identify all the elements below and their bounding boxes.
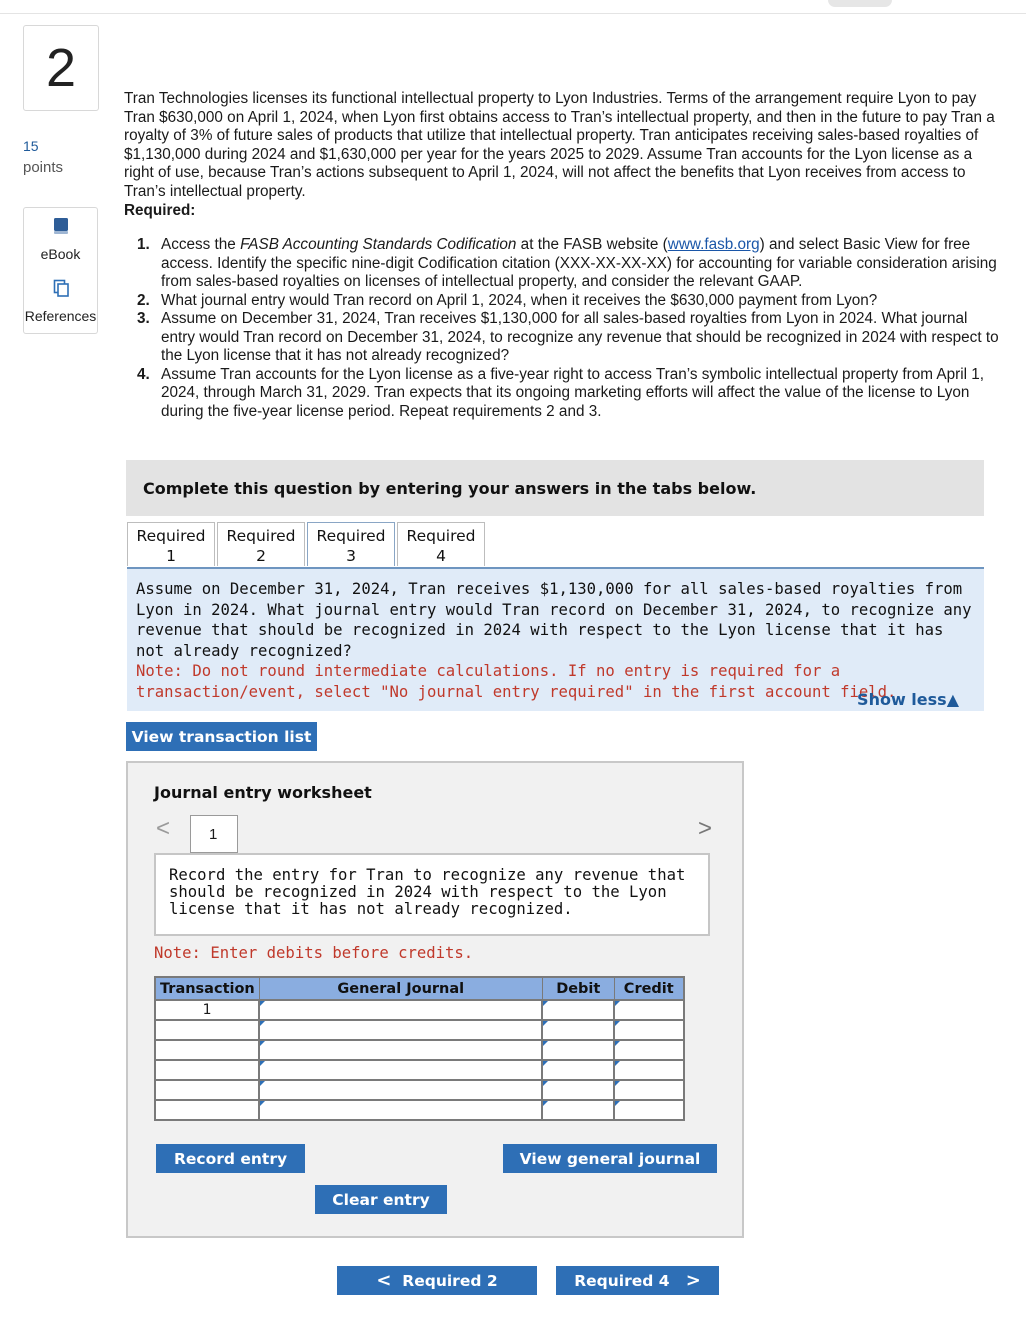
- requirement-text: Assume Tran accounts for the Lyon license as a five-year right to access Tran’s symbolic intellectual property from April 1, 2024, through March 31, 2029. Tran expects that its ongoing marketing efforts will affect the value of the license to Lyon during the five-year license period. Repeat requirements 2 and 3.: [161, 365, 984, 420]
- show-less-link[interactable]: Show less▲: [857, 689, 959, 709]
- requirement-text: Access the FASB Accounting Standards Codification at the FASB website (www.fasb.org) and select Basic View for free access. Identify the specific nine-digit Codification citation (XXX-XX-XX-XX) for accounting for variable consideration arising from sales-based royalties on licenses of intellectual property, and consider the relevant GAAP.: [161, 236, 997, 290]
- transaction-cell: [155, 1100, 259, 1120]
- journal-entry-worksheet: [126, 761, 744, 1238]
- copy-icon: [53, 279, 69, 300]
- requirement-item: [137, 310, 1003, 366]
- debit-input[interactable]: [542, 1080, 614, 1100]
- instruction-banner: Complete this question by entering your answers in the tabs below.: [126, 460, 984, 516]
- table-header-row: [155, 977, 684, 1000]
- table-row: [155, 1100, 684, 1120]
- credit-input[interactable]: [614, 1000, 684, 1020]
- requirement-text: What journal entry would Tran record on April 1, 2024, when it receives the $630,000 payment from Lyon?: [161, 291, 878, 309]
- entry-instruction: Record the entry for Tran to recognize any revenue that should be recognized in 2024 with respect to the Lyon license that it has not already recognized.: [154, 853, 710, 936]
- debit-input[interactable]: [542, 1100, 614, 1120]
- table-row: [155, 1000, 684, 1020]
- requirement-text: Assume on December 31, 2024, Tran receives $1,130,000 for all sales-based royalties from Lyon in 2024. What journal entry would Tran record on December 31, 2024, to recognize any revenue that should be recognized in 2024 with respect to the Lyon license that it has not already recognized?: [161, 310, 999, 364]
- account-select[interactable]: [259, 1060, 542, 1080]
- requirements-list: [137, 236, 1003, 421]
- required-label: Required:: [124, 202, 196, 219]
- account-select[interactable]: [259, 1000, 542, 1020]
- requirement-item: [137, 236, 1003, 292]
- next-requirement-button[interactable]: [556, 1266, 719, 1295]
- worksheet-title: Journal entry worksheet: [154, 783, 372, 802]
- requirement-number: 3.: [137, 310, 150, 327]
- requirement-item: [137, 366, 1003, 422]
- clear-entry-button[interactable]: Clear entry: [315, 1185, 447, 1214]
- debit-input[interactable]: [542, 1060, 614, 1080]
- credit-input[interactable]: [614, 1060, 684, 1080]
- requirement-number: 4.: [137, 365, 150, 383]
- intro-paragraph: Tran Technologies licenses its functional intellectual property to Lyon Industries. Terms of the arrangement require Lyon to pay Tran $630,000 on April 1, 2024, when Lyon first obtains access to Tran’s intellectual property, and then in the future to pay Tran a royalty of 3% of future sales of products that utilize that intellectual property. Tran anticipates receiving sales-based royalties of $1,130,000 during 2024 and $1,630,000 per year for the years 2025 to 2029. Assume Tran accounts for the Lyon license as a right of use, because Tran’s actions subsequent to April 1, 2024, will not affect the benefits that Lyon receives from access to Tran’s intellectual property.: [124, 90, 995, 200]
- account-select[interactable]: [259, 1100, 542, 1120]
- transaction-cell: [155, 1060, 259, 1080]
- view-transaction-list-button[interactable]: View transaction list: [126, 722, 317, 751]
- account-select[interactable]: [259, 1080, 542, 1100]
- account-select[interactable]: [259, 1040, 542, 1060]
- transaction-cell: [155, 1080, 259, 1100]
- fasb-link[interactable]: www.fasb.org: [667, 236, 760, 253]
- codification-title: FASB Accounting Standards Codification: [240, 236, 517, 253]
- transaction-cell: [155, 1040, 259, 1060]
- table-row: [155, 1080, 684, 1100]
- chevron-left-icon[interactable]: <: [156, 815, 171, 842]
- tab-required-2[interactable]: Required 2: [217, 522, 305, 566]
- table-row: [155, 1060, 684, 1080]
- transaction-cell: [155, 1020, 259, 1040]
- debit-input[interactable]: [542, 1040, 614, 1060]
- requirement-number: 1.: [137, 236, 150, 253]
- question-panel: [127, 567, 984, 711]
- question-text: Assume on December 31, 2024, Tran receives $1,130,000 for all sales-based royalties from Lyon in 2024. What journal entry would Tran record on December 31, 2024, to recognize any revenue that should be recognized in 2024 with respect to the Lyon license that it has not already recognized?: [136, 580, 972, 660]
- col-debit: Debit: [542, 977, 614, 1000]
- references-label: References: [24, 308, 97, 324]
- account-select[interactable]: [259, 1020, 542, 1040]
- journal-table: [154, 976, 685, 1121]
- chevron-right-icon[interactable]: >: [698, 815, 713, 842]
- entry-page-number[interactable]: 1: [190, 815, 238, 853]
- previous-requirement-button[interactable]: [337, 1266, 537, 1295]
- tab-required-4[interactable]: Required 4: [397, 522, 485, 566]
- points-value: 15: [23, 138, 39, 154]
- tab-required-3[interactable]: Required 3: [307, 522, 395, 566]
- tab-required-1[interactable]: Required 1: [127, 522, 215, 566]
- col-general-journal: General Journal: [259, 977, 542, 1000]
- transaction-cell: 1: [155, 1000, 259, 1020]
- record-entry-button[interactable]: Record entry: [156, 1144, 305, 1173]
- credit-input[interactable]: [614, 1020, 684, 1040]
- top-tab-stub: [828, 0, 892, 7]
- col-credit: Credit: [614, 977, 684, 1000]
- table-row: [155, 1040, 684, 1060]
- chevron-right-icon: >: [685, 1270, 701, 1291]
- ebook-label: eBook: [40, 245, 81, 262]
- points-label: points: [23, 159, 64, 176]
- col-transaction: Transaction: [155, 977, 259, 1000]
- view-general-journal-button[interactable]: View general journal: [503, 1144, 717, 1173]
- worksheet-note: Note: Enter debits before credits.: [154, 944, 474, 962]
- debit-input[interactable]: [542, 1000, 614, 1020]
- chevron-left-icon: <: [376, 1270, 392, 1291]
- requirement-item: [137, 292, 1003, 311]
- ebook-button[interactable]: [23, 207, 98, 271]
- requirement-number: 2.: [137, 291, 150, 309]
- book-icon: [53, 217, 69, 238]
- intro-block: [124, 90, 1004, 221]
- credit-input[interactable]: [614, 1040, 684, 1060]
- question-number: 2: [23, 25, 99, 111]
- table-row: [155, 1020, 684, 1040]
- requirement-tabs: [127, 522, 487, 566]
- next-requirement-label: Required 4: [574, 1271, 670, 1290]
- references-button[interactable]: [23, 270, 98, 334]
- question-note: Note: Do not round intermediate calculations. If no entry is required for a transaction/event, select "No journal entry required" in the first account field.: [136, 662, 897, 701]
- top-divider: [0, 13, 1026, 14]
- credit-input[interactable]: [614, 1100, 684, 1120]
- credit-input[interactable]: [614, 1080, 684, 1100]
- previous-requirement-label: Required 2: [402, 1271, 498, 1290]
- debit-input[interactable]: [542, 1020, 614, 1040]
